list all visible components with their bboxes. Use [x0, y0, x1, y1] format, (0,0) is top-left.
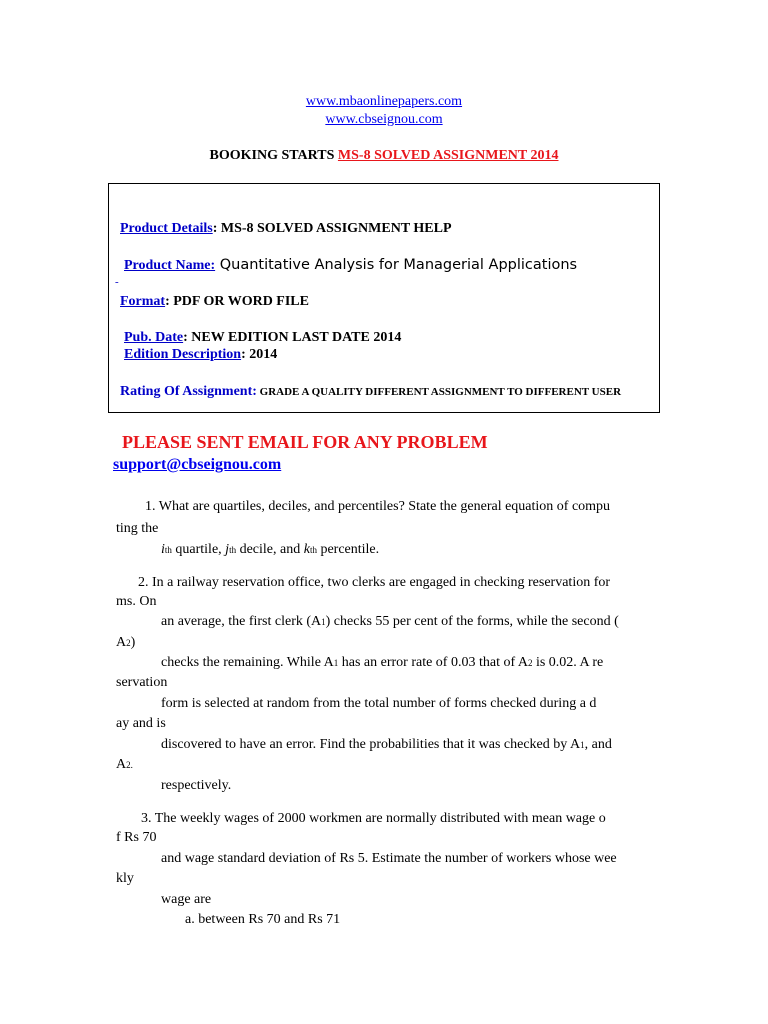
q1-line1: 1. What are quartiles, deciles, and percentiles? State the general equation of compu [145, 499, 611, 514]
q2-line3: an average, the first clerk (A1) checks 55 per cent of the forms, while the second ( [161, 614, 619, 629]
q2-line2: ms. On [116, 594, 157, 609]
product-details-value: : MS-8 SOLVED ASSIGNMENT HELP [212, 221, 452, 236]
pubdate-label: Pub. Date [124, 330, 184, 345]
support-email-link[interactable]: support@cbseignou.com [113, 456, 282, 473]
problem-heading: PLEASE SENT EMAIL FOR ANY PROBLEM [122, 432, 488, 452]
q3-line2: f Rs 70 [116, 830, 157, 845]
header-links [0, 94, 768, 110]
link-cbseignou[interactable]: www.cbseignou.com [325, 112, 443, 127]
product-name-label: Product Name [124, 258, 211, 273]
rating-row [120, 384, 621, 400]
product-name-row [124, 257, 577, 274]
q2-line11: respectively. [161, 778, 232, 793]
rating-value: GRADE A QUALITY DIFFERENT ASSIGNMENT TO DIFFERENT USER [256, 386, 622, 398]
q1-line3: ith quartile, jth decile, and kth percentile. [161, 542, 380, 557]
product-name-value: Quantitative Analysis for Managerial Applications [215, 257, 578, 273]
product-details-label: Product Details [120, 221, 213, 236]
q2-line5: checks the remaining. While A1 has an error rate of 0.03 that of A2 is 0.02. A re [161, 655, 604, 670]
format-row [120, 294, 309, 310]
q3-line1: 3. The weekly wages of 2000 workmen are normally distributed with mean wage o [141, 811, 606, 826]
q2-line1: 2. In a railway reservation office, two clerks are engaged in checking reservation for [138, 575, 611, 590]
booking-highlight: MS-8 SOLVED ASSIGNMENT 2014 [337, 148, 559, 163]
pubdate-row [124, 330, 401, 346]
q2-line8: ay and is [116, 716, 166, 731]
booking-heading [0, 148, 768, 164]
q2-line6: servation [116, 675, 168, 690]
edition-value: : 2014 [241, 347, 278, 362]
q3-line4: kly [116, 871, 134, 886]
q1-line2: ting the [116, 521, 159, 536]
q3-line5: wage are [161, 892, 212, 907]
q3-line6: a. between Rs 70 and Rs 71 [185, 912, 341, 927]
link-mbaonlinepapers[interactable]: www.mbaonlinepapers.com [305, 94, 463, 109]
edition-row [124, 347, 277, 363]
q2-line10: A2. [116, 757, 133, 772]
edition-label: Edition Description [124, 347, 242, 362]
format-label: Format [120, 294, 166, 309]
format-value: : PDF OR WORD FILE [165, 294, 309, 309]
q2-line9: discovered to have an error. Find the probabilities that it was checked by A1, and [161, 737, 612, 752]
rating-label: Rating Of Assignment: [120, 384, 257, 399]
q3-line3: and wage standard deviation of Rs 5. Estimate the number of workers whose wee [161, 851, 617, 866]
product-name-colon: : [210, 258, 216, 273]
pubdate-value: : NEW EDITION LAST DATE 2014 [183, 330, 402, 345]
booking-prefix: BOOKING STARTS [209, 148, 338, 163]
q2-line7: form is selected at random from the total number of forms checked during a d [161, 696, 597, 711]
product-details-row [120, 221, 452, 237]
q2-line4: A2) [116, 635, 136, 650]
dash-mark: - [115, 276, 119, 288]
